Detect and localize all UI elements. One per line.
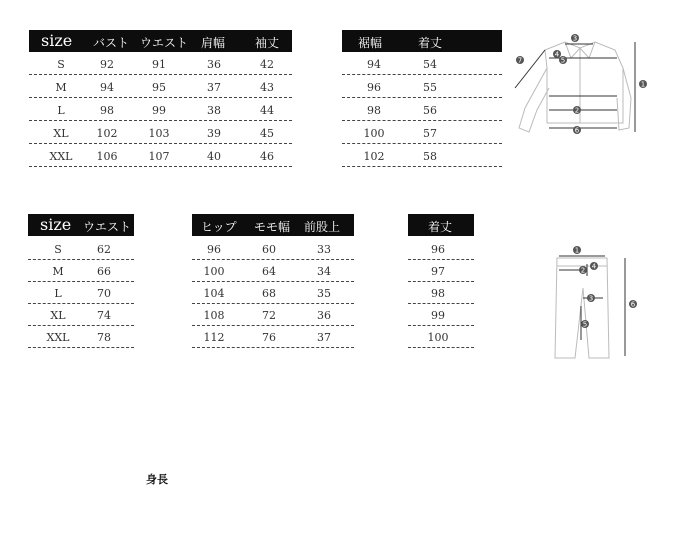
table-row	[28, 307, 134, 326]
table-cell: 58	[423, 150, 437, 163]
table-row	[408, 307, 474, 326]
header-length: 着丈	[428, 220, 453, 234]
table-cell: 54	[423, 58, 437, 71]
table-cell: 70	[97, 287, 111, 300]
table-cell: 62	[97, 243, 111, 256]
header-hem-width: 裾幅	[358, 36, 383, 50]
table-cell: 74	[97, 309, 111, 322]
table-cell: 40	[207, 150, 221, 163]
pants-marker-3: 3	[588, 294, 594, 303]
table-row	[342, 79, 502, 98]
table-cell: 91	[152, 58, 166, 71]
table-cell: XXL	[49, 150, 73, 163]
table-cell: 35	[317, 287, 331, 300]
table-row	[192, 307, 354, 326]
bottom-size-table-header	[28, 214, 134, 236]
table-cell: 98	[367, 104, 381, 117]
table-cell: 96	[431, 243, 445, 256]
table-row	[28, 329, 134, 348]
table-cell: 34	[317, 265, 331, 278]
table-cell: 36	[207, 58, 221, 71]
table-cell: S	[57, 58, 65, 71]
table-cell: 56	[423, 104, 437, 117]
table-cell: 36	[317, 309, 331, 322]
table-cell: L	[54, 287, 62, 300]
table-cell: 107	[148, 150, 170, 163]
table-cell: 102	[96, 127, 118, 140]
jacket-marker-6: 6	[574, 126, 580, 135]
table-cell: 103	[148, 127, 170, 140]
table-row	[408, 329, 474, 348]
bottom-length-header	[408, 214, 474, 236]
header-front-rise: 前股上	[304, 220, 341, 234]
header-size: size	[41, 31, 73, 50]
table-cell: 76	[262, 331, 276, 344]
pants-marker-1: 1	[574, 246, 580, 255]
table-row	[29, 148, 292, 167]
table-cell: 43	[260, 81, 274, 94]
table-cell: 37	[317, 331, 331, 344]
table-row	[342, 102, 502, 121]
table-cell: 98	[100, 104, 114, 117]
table-cell: 100	[363, 127, 385, 140]
pants-marker-5: 5	[582, 320, 588, 329]
table-cell: 108	[203, 309, 225, 322]
table-row	[408, 285, 474, 304]
top-hem-length-header	[342, 30, 502, 52]
table-cell: 99	[431, 309, 445, 322]
table-cell: 96	[207, 243, 221, 256]
table-row	[342, 56, 502, 75]
table-cell: 68	[262, 287, 276, 300]
table-cell: 97	[431, 265, 445, 278]
jacket-marker-2: 2	[574, 106, 580, 115]
table-cell: 100	[427, 331, 449, 344]
table-cell: M	[55, 81, 67, 94]
table-row	[342, 148, 502, 167]
table-cell: XXL	[46, 331, 70, 344]
table-row	[192, 263, 354, 282]
table-cell: 55	[423, 81, 437, 94]
table-cell: 38	[207, 104, 221, 117]
pants-diagram-icon	[545, 238, 645, 362]
pants-marker-6: 6	[630, 300, 636, 309]
jacket-marker-7: 7	[517, 56, 523, 65]
table-cell: 92	[100, 58, 114, 71]
table-cell: XL	[50, 309, 66, 322]
table-row	[29, 102, 292, 121]
table-cell: S	[54, 243, 62, 256]
table-cell: 99	[152, 104, 166, 117]
table-cell: 46	[260, 150, 274, 163]
table-cell: 94	[100, 81, 114, 94]
header-size: size	[40, 215, 72, 234]
table-row	[342, 125, 502, 144]
table-cell: 64	[262, 265, 276, 278]
header-bust: バスト	[93, 36, 130, 50]
table-cell: 37	[207, 81, 221, 94]
pants-marker-2: 2	[580, 266, 586, 275]
jacket-diagram-icon	[505, 28, 655, 148]
table-cell: 104	[203, 287, 225, 300]
table-row	[28, 263, 134, 282]
header-shoulder: 肩幅	[201, 36, 226, 50]
table-cell: 96	[367, 81, 381, 94]
jacket-marker-5: 5	[560, 56, 566, 65]
jacket-marker-3: 3	[572, 34, 578, 43]
height-label: 身長	[146, 473, 168, 486]
table-row	[192, 285, 354, 304]
bottom-hip-thigh-header	[192, 214, 354, 236]
table-cell: 95	[152, 81, 166, 94]
top-size-table-header	[29, 30, 292, 52]
table-row	[408, 241, 474, 260]
table-cell: 78	[97, 331, 111, 344]
table-row	[192, 329, 354, 348]
table-cell: 60	[262, 243, 276, 256]
table-cell: 66	[97, 265, 111, 278]
header-sleeve: 袖丈	[255, 36, 280, 50]
table-cell: 106	[96, 150, 118, 163]
table-cell: 39	[207, 127, 221, 140]
table-cell: M	[52, 265, 64, 278]
table-cell: L	[57, 104, 65, 117]
table-cell: 100	[203, 265, 225, 278]
table-cell: 94	[367, 58, 381, 71]
table-cell: XL	[53, 127, 69, 140]
table-row	[28, 241, 134, 260]
table-row	[29, 79, 292, 98]
table-cell: 72	[262, 309, 276, 322]
table-cell: 112	[203, 331, 225, 344]
table-cell: 45	[260, 127, 274, 140]
table-row	[408, 263, 474, 282]
header-length: 着丈	[418, 36, 443, 50]
jacket-marker-4: 4	[554, 50, 560, 59]
table-cell: 33	[317, 243, 331, 256]
table-cell: 102	[363, 150, 385, 163]
pants-marker-4: 4	[591, 262, 597, 271]
jacket-marker-1: 1	[640, 80, 646, 89]
header-waist: ウエスト	[140, 36, 189, 50]
table-row	[29, 125, 292, 144]
table-cell: 44	[260, 104, 274, 117]
table-cell: 98	[431, 287, 445, 300]
table-row	[28, 285, 134, 304]
table-cell: 42	[260, 58, 274, 71]
header-waist: ウエスト	[83, 220, 132, 234]
header-thigh: モモ幅	[254, 220, 291, 234]
table-row	[192, 241, 354, 260]
table-cell: 57	[423, 127, 437, 140]
table-row	[29, 56, 292, 75]
header-hip: ヒップ	[201, 220, 237, 234]
